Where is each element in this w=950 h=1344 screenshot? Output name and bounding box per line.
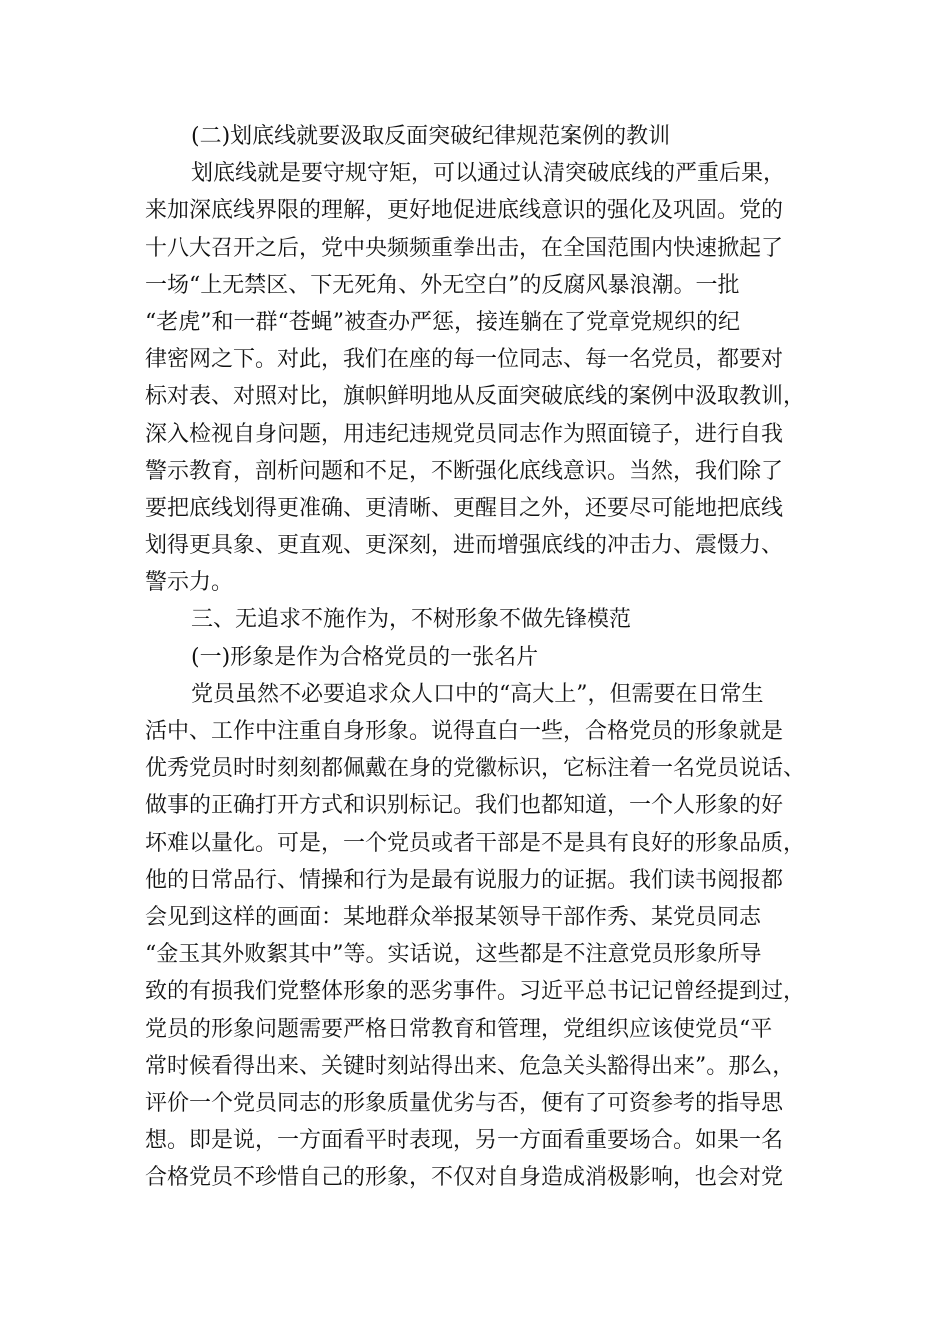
paragraph-line: 深入检视自身问题，用违纪违规党员同志作为照面镜子，进行自我	[145, 421, 784, 447]
paragraph-line: 党员的形象问题需要严格日常教育和管理，党组织应该使党员“平	[145, 1016, 773, 1042]
paragraph-line: 他的日常品行、情操和行为是最有说服力的证据。我们读书阅报都	[145, 867, 784, 893]
paragraph-line: “金玉其外败絮其中”等。实话说，这些都是不注意党员形象所导	[145, 942, 762, 968]
paragraph-line: “老虎”和一群“苍蝇”被查办严惩，接连躺在了党章党规织的纪	[145, 309, 740, 335]
paragraph-line: 警示力。	[145, 570, 234, 596]
paragraph-line: 一场“上无禁区、下无死角、外无空白”的反腐风暴浪潮。一批	[145, 272, 740, 298]
paragraph-line: 十八大召开之后，党中央频频重拳出击，在全国范围内快速掀起了	[145, 235, 784, 261]
paragraph-line: 来加深底线界限的理解，更好地促进底线意识的强化及巩固。党的	[145, 198, 784, 224]
paragraph-line: 评价一个党员同志的形象质量优劣与否，便有了可资参考的指导思	[145, 1090, 784, 1116]
paragraph-line: 做事的正确打开方式和识别标记。我们也都知道，一个人形象的好	[145, 793, 784, 819]
paragraph-line: 要把底线划得更准确、更清晰、更醒目之外，还要尽可能地把底线	[145, 495, 784, 521]
paragraph-line: 划得更具象、更直观、更深刻，进而增强底线的冲击力、震慑力、	[145, 533, 784, 559]
paragraph-line: 标对表、对照对比，旗帜鲜明地从反面突破底线的案例中汲取教训，	[145, 384, 806, 410]
paragraph-line: 划底线就是要守规守矩，可以通过认清突破底线的严重后果，	[191, 161, 786, 187]
paragraph-line: 律密网之下。对此，我们在座的每一位同志、每一名党员，都要对	[145, 347, 784, 373]
paragraph-line: 活中、工作中注重自身形象。说得直白一些，合格党员的形象就是	[145, 719, 784, 744]
paragraph-line: 想。即是说，一方面看平时表现，另一方面看重要场合。如果一名	[145, 1128, 784, 1154]
paragraph-line: 警示教育，剖析问题和不足，不断强化底线意识。当然，我们除了	[145, 458, 784, 484]
section-subheading: (二)划底线就要汲取反面突破纪律规范案例的教训	[191, 124, 671, 149]
paragraph-line: 致的有损我们党整体形象的恶劣事件。习近平总书记记曾经提到过，	[145, 979, 806, 1005]
section-heading: 三、无追求不施作为，不树形象不做先锋模范	[191, 607, 632, 633]
paragraph-line: 优秀党员时时刻刻都佩戴在身的党徽标识，它标注着一名党员说话、	[145, 756, 806, 782]
paragraph-line: 合格党员不珍惜自己的形象，不仅对自身造成消极影响，也会对党	[145, 1165, 784, 1191]
paragraph-line: 党员虽然不必要追求众人口中的“高大上”，但需要在日常生	[191, 681, 764, 707]
paragraph-line: 会见到这样的画面：某地群众举报某领导干部作秀、某党员同志	[145, 904, 762, 930]
paragraph-line: 坏难以量化。可是，一个党员或者干部是不是具有良好的形象品质，	[145, 830, 806, 856]
section-subheading: (一)形象是作为合格党员的一张名片	[191, 644, 539, 670]
document-body	[145, 118, 805, 1196]
paragraph-line: 常时候看得出来、关键时刻站得出来、危急关头豁得出来”。那么，	[145, 1053, 795, 1079]
